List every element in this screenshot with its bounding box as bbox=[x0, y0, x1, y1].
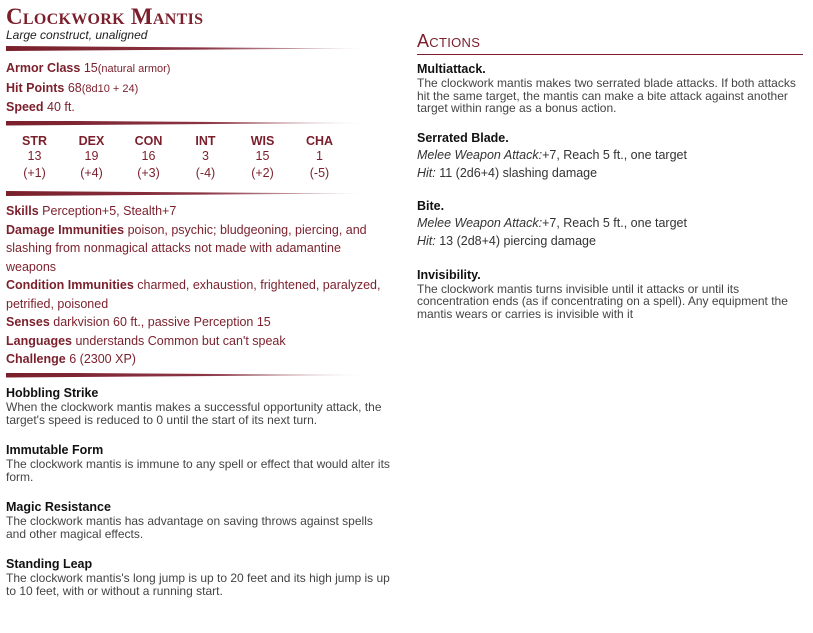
ability-mod: (+4) bbox=[80, 165, 103, 180]
hit-points-note: (8d10 + 24) bbox=[81, 82, 139, 95]
armor-class-value: 15 bbox=[83, 61, 98, 75]
challenge-line bbox=[6, 350, 388, 369]
damage-immunities-line bbox=[6, 221, 388, 277]
senses-line bbox=[6, 313, 388, 332]
monster-type: Large construct, unaligned bbox=[6, 28, 148, 42]
divider-taper bbox=[6, 121, 362, 126]
skills-label: Skills bbox=[6, 204, 39, 218]
armor-class-label: Armor Class bbox=[6, 61, 81, 75]
action-hit-line bbox=[417, 164, 803, 182]
traits-block bbox=[6, 385, 396, 598]
languages-line bbox=[6, 332, 388, 351]
ability-cha bbox=[291, 134, 348, 182]
senses-label: Senses bbox=[6, 315, 50, 329]
trait bbox=[6, 556, 396, 598]
condition-immunities-line bbox=[6, 276, 388, 313]
ability-mod: (-4) bbox=[195, 165, 216, 180]
ability-score: 16 bbox=[141, 149, 156, 163]
attack-details: +7, Reach 5 ft., one target bbox=[542, 147, 687, 162]
senses-value: darkvision 60 ft., passive Perception 15 bbox=[53, 315, 271, 329]
stat-block-right bbox=[417, 30, 803, 320]
defense-block bbox=[6, 59, 396, 117]
trait-name: Standing Leap bbox=[6, 556, 93, 571]
speed-value: 40 ft. bbox=[47, 100, 75, 114]
trait-text: The clockwork mantis is immune to any spell or effect that would alter its form. bbox=[6, 456, 390, 484]
hit-details: 11 (2d6+4) slashing damage bbox=[435, 165, 598, 180]
trait-text: The clockwork mantis has advantage on saving throws against spells and other magical effects. bbox=[6, 513, 373, 541]
ability-name: CON bbox=[134, 133, 163, 148]
speed-label: Speed bbox=[6, 100, 44, 114]
ability-name: CHA bbox=[305, 133, 334, 148]
attack-type: Melee Weapon Attack: bbox=[417, 215, 543, 230]
action-text: The clockwork mantis turns invisible until it attacks or until its concentration ends (as if concentrating on a spell). Any equipment the mantis wears or carries is invisible with it bbox=[417, 281, 788, 321]
attack-details: +7, Reach 5 ft., one target bbox=[542, 215, 687, 230]
action-invisibility bbox=[417, 267, 803, 321]
ability-con bbox=[120, 134, 177, 182]
ability-mod: (+3) bbox=[137, 165, 160, 180]
action-serrated-blade bbox=[417, 130, 803, 182]
ability-name: INT bbox=[195, 133, 216, 148]
trait-name: Magic Resistance bbox=[6, 499, 111, 514]
stat-block-left bbox=[6, 6, 396, 598]
challenge-label: Challenge bbox=[6, 352, 66, 366]
actions-title: Actions bbox=[417, 31, 481, 51]
trait-text: The clockwork mantis's long jump is up to 20 feet and its high jump is up to 10 feet, with or without a running start. bbox=[6, 570, 390, 598]
damage-immunities-label: Damage Immunities bbox=[6, 222, 125, 237]
action-multiattack bbox=[417, 61, 803, 115]
ability-score: 1 bbox=[316, 149, 323, 163]
action-bite bbox=[417, 198, 803, 250]
divider-taper bbox=[6, 46, 362, 51]
divider-taper bbox=[6, 373, 362, 378]
trait-name: Hobbling Strike bbox=[6, 385, 99, 400]
ability-mod: (-5) bbox=[309, 165, 330, 180]
trait-name: Immutable Form bbox=[6, 442, 104, 457]
hit-points-line bbox=[6, 79, 396, 99]
hit-points-value: 68 bbox=[67, 80, 82, 95]
hit-points-label: Hit Points bbox=[6, 80, 65, 95]
languages-label: Languages bbox=[6, 333, 72, 348]
skills-value: Perception+5, Stealth+7 bbox=[42, 204, 177, 218]
ability-dex bbox=[63, 134, 120, 182]
ability-score: 13 bbox=[27, 149, 42, 163]
action-name: Serrated Blade. bbox=[417, 130, 509, 145]
ability-name: WIS bbox=[250, 133, 275, 148]
condition-immunities-value: charmed, exhaustion, frightened, paralyzed, petrified, poisoned bbox=[6, 278, 381, 311]
ability-score: 19 bbox=[84, 149, 99, 163]
languages-value: understands Common but can't speak bbox=[75, 333, 286, 348]
ability-score: 3 bbox=[202, 149, 209, 163]
ability-score: 15 bbox=[255, 149, 270, 163]
trait bbox=[6, 442, 396, 484]
trait-text: When the clockwork mantis makes a successful opportunity attack, the target's speed is reduced to 0 until the start of its next turn. bbox=[6, 399, 382, 427]
hit-label: Hit: bbox=[417, 233, 436, 248]
ability-mod: (+2) bbox=[251, 165, 274, 180]
ability-int bbox=[177, 134, 234, 182]
ability-name: DEX bbox=[78, 133, 105, 148]
condition-immunities-label: Condition Immunities bbox=[6, 278, 134, 292]
divider-taper bbox=[6, 191, 362, 196]
action-name: Invisibility. bbox=[417, 267, 481, 282]
ability-wis bbox=[234, 134, 291, 182]
actions-rule bbox=[417, 54, 803, 55]
hit-details: 13 (2d8+4) piercing damage bbox=[435, 233, 596, 248]
skills-line bbox=[6, 202, 388, 221]
action-hit-line bbox=[417, 232, 803, 250]
trait bbox=[6, 385, 396, 427]
action-text: The clockwork mantis makes two serrated blade attacks. If both attacks hit the same target, the mantis can make a bite attack against another target within range as a bonus action. bbox=[417, 76, 796, 115]
trait bbox=[6, 499, 396, 541]
ability-mod: (+1) bbox=[23, 165, 46, 180]
hit-label: Hit: bbox=[417, 165, 436, 180]
ability-scores bbox=[6, 134, 376, 182]
action-name: Bite. bbox=[417, 198, 445, 213]
attack-type: Melee Weapon Attack: bbox=[417, 147, 543, 162]
speed-line bbox=[6, 98, 396, 117]
ability-name: STR bbox=[22, 133, 47, 148]
details-block bbox=[6, 202, 388, 369]
monster-name: Clockwork Mantis bbox=[6, 4, 204, 29]
action-attack-line bbox=[417, 146, 803, 164]
action-name: Multiattack. bbox=[417, 62, 486, 76]
damage-immunities-value: poison, psychic; bludgeoning, piercing, and slashing from nonmagical attacks not made with adamantine weapons bbox=[6, 222, 367, 274]
armor-class-note: (natural armor) bbox=[97, 63, 171, 75]
action-attack-line bbox=[417, 214, 803, 232]
armor-class-line bbox=[6, 59, 396, 79]
ability-str bbox=[6, 134, 63, 182]
challenge-value: 6 (2300 XP) bbox=[69, 352, 136, 366]
